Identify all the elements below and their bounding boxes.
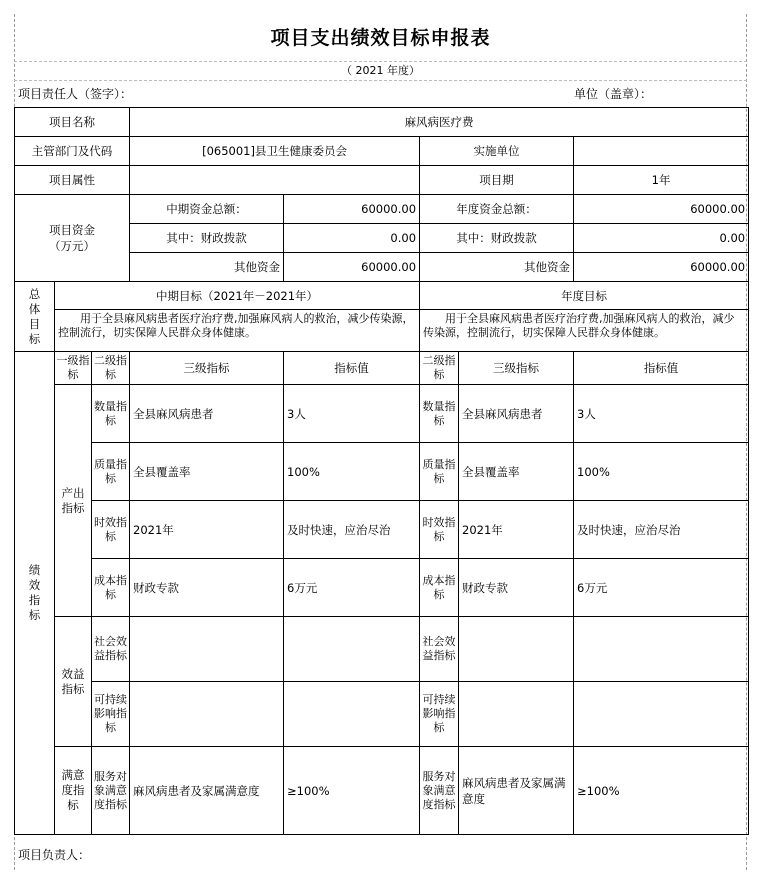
annual-row-l3: 全县麻风病患者	[459, 385, 574, 443]
annual-row-l2: 数量指标	[420, 385, 459, 443]
row-l3: 财政专款	[130, 559, 284, 617]
annual-row-l2: 成本指标	[420, 559, 459, 617]
annual-header-value: 指标值	[574, 352, 749, 385]
mid-fiscal-label: 其中：财政拨款	[130, 224, 284, 253]
row-l3: 2021年	[130, 501, 284, 559]
row-l2: 服务对象满意度指标	[92, 747, 130, 835]
annual-row-value: 3人	[574, 385, 749, 443]
row-value	[284, 617, 420, 682]
annual-row-l3	[459, 682, 574, 747]
row-value: 100%	[284, 443, 420, 501]
row-l2: 时效指标	[92, 501, 130, 559]
row-value: 6万元	[284, 559, 420, 617]
group-benefit-text: 效益指标	[61, 666, 85, 696]
annual-fiscal-label: 其中：财政拨款	[420, 224, 574, 253]
group-satisfaction	[55, 747, 92, 835]
project-name-value: 麻风病医疗费	[130, 108, 749, 137]
annual-row-value: 及时快速，应治尽治	[574, 501, 749, 559]
header-value: 指标值	[284, 352, 420, 385]
annual-other-label: 其他资金	[420, 253, 574, 282]
row-l3	[130, 617, 284, 682]
row-value: 及时快速，应治尽治	[284, 501, 420, 559]
funds-label-line1: 项目资金	[49, 223, 96, 237]
row-l3	[130, 682, 284, 747]
row-l3: 全县覆盖率	[130, 443, 284, 501]
annual-row-l3: 全县覆盖率	[459, 443, 574, 501]
annual-row-l3	[459, 617, 574, 682]
annual-total-label: 年度资金总额：	[420, 195, 574, 224]
mid-total-label: 中期资金总额：	[130, 195, 284, 224]
page-title: 项目支出绩效目标申报表	[270, 27, 491, 49]
annual-row-l2: 服务对象满意度指标	[420, 747, 459, 835]
annual-header-level3: 三级指标	[459, 352, 574, 385]
mid-total-value: 60000.00	[284, 195, 420, 224]
impl-unit-value	[574, 137, 749, 166]
perf-indicator-text: 绩效指标	[28, 563, 41, 622]
attr-value	[130, 166, 420, 195]
annual-header-level2: 二级指标	[420, 352, 459, 385]
footer-responsible-label: 项目负责人：	[18, 848, 91, 862]
group-output	[55, 385, 92, 617]
annual-row-value	[574, 617, 749, 682]
row-value: 3人	[284, 385, 420, 443]
header-level1: 一级指标	[55, 352, 92, 385]
overall-goal-label	[15, 282, 55, 352]
row-l3: 全县麻风病患者	[130, 385, 284, 443]
header-level3: 三级指标	[130, 352, 284, 385]
responsible-label: 项目责任人（签字）：	[18, 87, 133, 101]
header-level2: 二级指标	[92, 352, 130, 385]
perf-indicator-label	[15, 352, 55, 835]
annual-row-value: 6万元	[574, 559, 749, 617]
year-line: （ 2021 年度）	[14, 61, 747, 81]
annual-fiscal-value: 0.00	[574, 224, 749, 253]
row-l3: 麻风病患者及家属满意度	[130, 747, 284, 835]
attr-label: 项目属性	[15, 166, 130, 195]
annual-goal-text: 用于全县麻风病患者医疗治疗费,加强麻风病人的救治，减少传染源，控制流行，切实保障人民群众身体健康。	[420, 310, 749, 352]
period-value: 1年	[574, 166, 749, 195]
annual-other-value: 60000.00	[574, 253, 749, 282]
dept-label: 主管部门及代码	[15, 137, 130, 166]
overall-goal-text: 总体目标	[28, 286, 41, 346]
mid-goal-header: 中期目标（2021年－2021年）	[55, 282, 420, 310]
group-output-text: 产出指标	[61, 485, 85, 515]
row-l2: 可持续影响指标	[92, 682, 130, 747]
mid-other-label: 其他资金	[130, 253, 284, 282]
annual-row-value: ≥100%	[574, 747, 749, 835]
annual-row-l2: 可持续影响指标	[420, 682, 459, 747]
project-name-label: 项目名称	[15, 108, 130, 137]
funds-label-line2: （万元）	[49, 239, 96, 253]
annual-row-l3: 财政专款	[459, 559, 574, 617]
dept-value: [065001]县卫生健康委员会	[130, 137, 420, 166]
row-l2: 社会效益指标	[92, 617, 130, 682]
row-l2: 成本指标	[92, 559, 130, 617]
performance-table	[14, 107, 749, 835]
period-label: 项目期	[420, 166, 574, 195]
row-value: ≥100%	[284, 747, 420, 835]
annual-row-l3: 麻风病患者及家属满意度	[459, 747, 574, 835]
annual-row-value	[574, 682, 749, 747]
annual-goal-header: 年度目标	[420, 282, 749, 310]
impl-unit-label: 实施单位	[420, 137, 574, 166]
row-l2: 数量指标	[92, 385, 130, 443]
annual-row-l2: 质量指标	[420, 443, 459, 501]
mid-fiscal-value: 0.00	[284, 224, 420, 253]
group-benefit	[55, 617, 92, 747]
annual-row-l2: 时效指标	[420, 501, 459, 559]
annual-row-l3: 2021年	[459, 501, 574, 559]
mid-goal-text: 用于全县麻风病患者医疗治疗费,加强麻风病人的救治，减少传染源，控制流行，切实保障人民群众身体健康。	[55, 310, 420, 352]
annual-total-value: 60000.00	[574, 195, 749, 224]
unit-label: 单位（盖章）：	[574, 87, 653, 101]
annual-row-value: 100%	[574, 443, 749, 501]
group-satisfaction-text: 满意度指标	[61, 768, 85, 812]
row-value	[284, 682, 420, 747]
row-l2: 质量指标	[92, 443, 130, 501]
annual-row-l2: 社会效益指标	[420, 617, 459, 682]
mid-other-value: 60000.00	[284, 253, 420, 282]
funds-label	[15, 195, 130, 282]
